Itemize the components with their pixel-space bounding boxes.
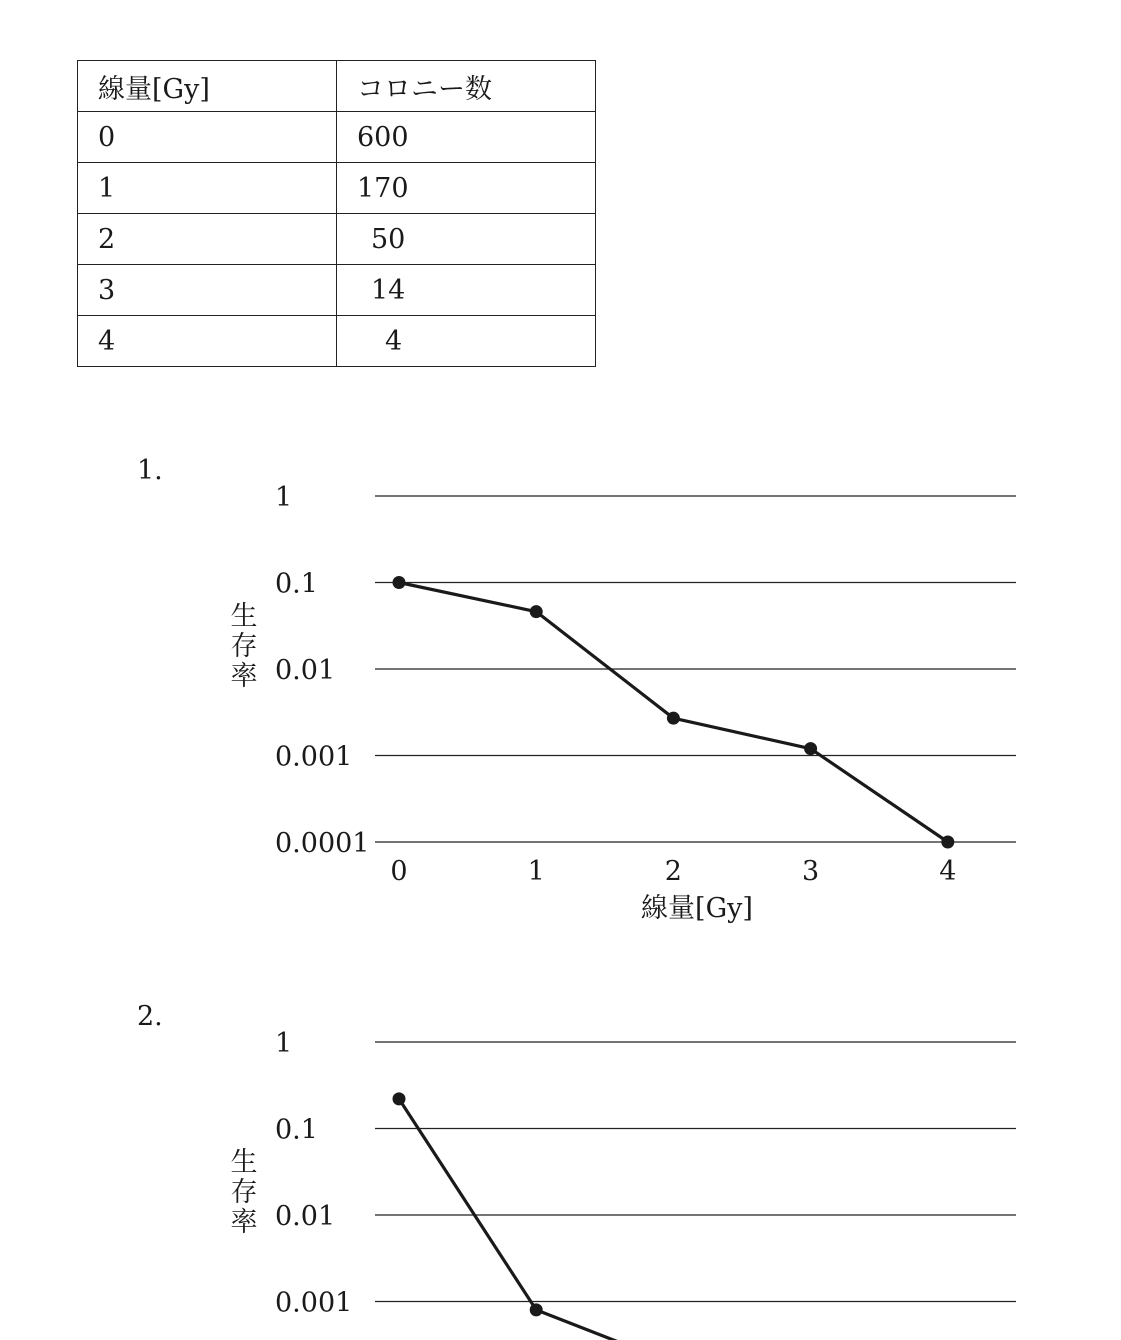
cell-dose: 3: [78, 265, 337, 316]
y-tick-label: 1: [275, 1028, 293, 1059]
chart-option-2: [0, 1000, 1121, 1340]
series-line: [399, 1099, 619, 1340]
y-tick-label: 0.0001: [275, 828, 370, 859]
cell-count: 4: [337, 316, 596, 367]
y-axis-label-char: 存: [230, 1177, 258, 1208]
y-axis-label-char: 率: [230, 661, 258, 692]
y-axis-label-char: 生: [230, 1147, 258, 1178]
option-label-1: 1.: [137, 455, 163, 486]
cell-count: 600: [337, 112, 596, 163]
y-tick-label: 0.01: [275, 1201, 336, 1232]
y-tick-label: 0.1: [275, 568, 318, 600]
y-axis-label-char: 生: [230, 601, 258, 632]
cell-count: 14: [337, 265, 596, 316]
cell-dose: 4: [78, 316, 337, 367]
x-tick-label: 4: [939, 856, 957, 887]
data-point: [393, 1092, 406, 1105]
cell-dose: 2: [78, 214, 337, 265]
y-tick-label: 0.01: [275, 655, 336, 686]
header-dose: 線量[Gy]: [78, 61, 337, 112]
x-tick-label: 1: [527, 856, 545, 887]
cell-count: 50: [337, 214, 596, 265]
y-tick-label: 1: [275, 482, 293, 513]
data-point: [804, 742, 817, 755]
data-point: [941, 836, 954, 849]
data-point: [530, 1303, 543, 1316]
y-axis-label-char: 率: [230, 1207, 258, 1238]
x-tick-label: 3: [802, 856, 820, 887]
data-point: [667, 712, 680, 725]
cell-dose: 0: [78, 112, 337, 163]
y-axis-label-char: 存: [230, 631, 258, 662]
y-tick-label: 0.001: [275, 741, 353, 773]
x-tick-label: 0: [390, 856, 408, 887]
data-point: [393, 576, 406, 589]
cell-count: 170: [337, 163, 596, 214]
x-axis-label: 線量[Gy]: [641, 893, 753, 924]
y-tick-label: 0.001: [275, 1287, 353, 1319]
x-tick-label: 2: [664, 856, 682, 887]
cell-dose: 1: [78, 163, 337, 214]
y-tick-label: 0.1: [275, 1114, 318, 1146]
data-point: [530, 605, 543, 618]
option-label-2: 2.: [137, 1001, 163, 1032]
header-colony-count: コロニー数: [337, 61, 596, 112]
